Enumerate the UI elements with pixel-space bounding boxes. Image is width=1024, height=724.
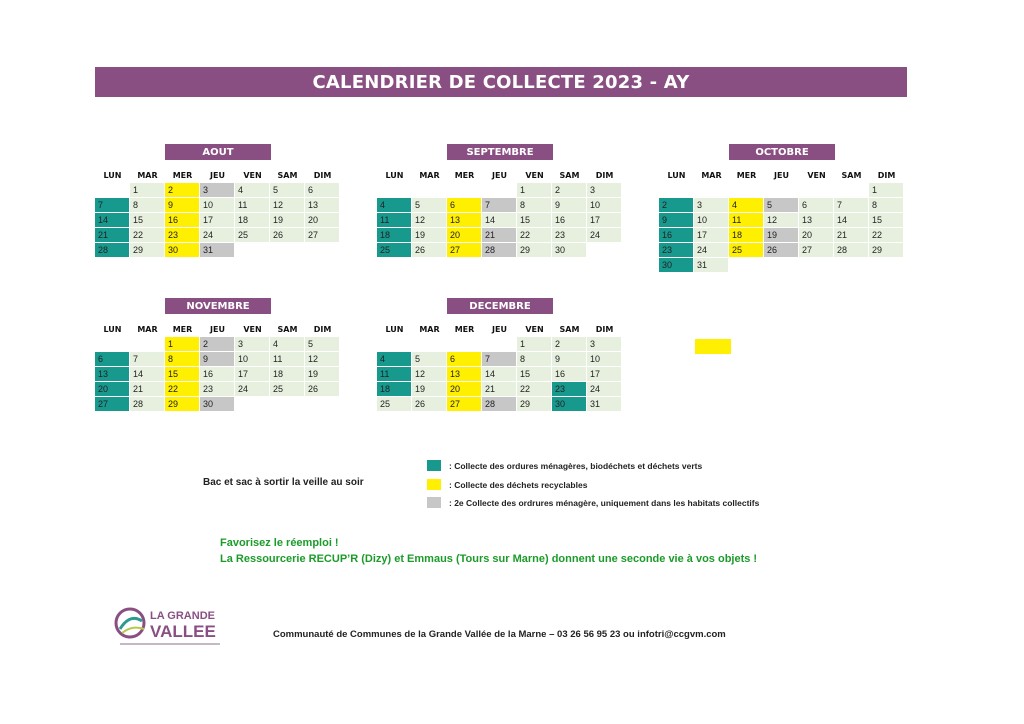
empty-cell — [412, 183, 447, 198]
day-cell: 3 — [694, 198, 729, 213]
day-cell: 21 — [482, 382, 517, 397]
day-cell: 8 — [165, 352, 200, 367]
day-cell: 22 — [517, 382, 552, 397]
legend-note: Bac et sac à sortir la veille au soir — [203, 477, 364, 488]
empty-cell — [834, 258, 869, 273]
day-cell: 17 — [235, 367, 270, 382]
day-cell: 14 — [482, 367, 517, 382]
day-cell: 23 — [200, 382, 235, 397]
day-cell: 20 — [799, 228, 834, 243]
day-cell: 14 — [482, 213, 517, 228]
empty-cell — [764, 183, 799, 198]
day-cell: 9 — [659, 213, 694, 228]
day-cell: 25 — [729, 243, 764, 258]
weekday-header: JEU — [492, 325, 507, 334]
day-cell: 12 — [270, 198, 305, 213]
day-cell: 15 — [517, 213, 552, 228]
day-cell: 27 — [305, 228, 340, 243]
day-cell: 4 — [377, 198, 412, 213]
empty-cell — [729, 258, 764, 273]
month-name: DECEMBRE — [447, 298, 553, 314]
day-cell: 15 — [869, 213, 904, 228]
day-cell: 2 — [200, 337, 235, 352]
day-cell: 27 — [95, 397, 130, 412]
day-cell: 10 — [200, 198, 235, 213]
day-cell: 27 — [799, 243, 834, 258]
weekday-header: MAR — [419, 171, 440, 180]
day-cell: 24 — [587, 228, 622, 243]
day-cell: 11 — [377, 213, 412, 228]
day-cell: 8 — [130, 198, 165, 213]
day-cell: 18 — [235, 213, 270, 228]
day-cell: 24 — [200, 228, 235, 243]
empty-cell — [482, 183, 517, 198]
day-cell: 22 — [165, 382, 200, 397]
day-cell: 26 — [305, 382, 340, 397]
legend-text: : 2e Collecte des ordrures ménagère, uniquement dans les habitats collectifs — [449, 497, 760, 508]
day-cell: 10 — [587, 352, 622, 367]
day-cell: 19 — [412, 228, 447, 243]
weekday-header: LUN — [385, 325, 404, 334]
weekday-header: JEU — [210, 325, 225, 334]
empty-cell — [95, 337, 130, 352]
weekday-header: SAM — [841, 171, 862, 180]
day-cell: 25 — [270, 382, 305, 397]
day-cell: 12 — [764, 213, 799, 228]
day-cell: 1 — [165, 337, 200, 352]
day-cell: 11 — [377, 367, 412, 382]
day-cell: 13 — [95, 367, 130, 382]
day-cell: 31 — [587, 397, 622, 412]
day-cell: 16 — [200, 367, 235, 382]
empty-cell — [412, 337, 447, 352]
day-cell: 6 — [305, 183, 340, 198]
month-grid — [95, 322, 340, 412]
empty-cell — [377, 183, 412, 198]
day-cell: 5 — [270, 183, 305, 198]
day-cell: 15 — [130, 213, 165, 228]
day-cell: 1 — [517, 183, 552, 198]
day-cell: 17 — [200, 213, 235, 228]
weekday-header: VEN — [807, 171, 826, 180]
day-cell: 27 — [447, 397, 482, 412]
yellow-marker — [695, 339, 731, 354]
day-cell: 11 — [235, 198, 270, 213]
day-cell: 29 — [517, 397, 552, 412]
empty-cell — [270, 397, 305, 412]
weekday-header: DIM — [313, 325, 332, 334]
day-cell: 19 — [305, 367, 340, 382]
day-cell: 10 — [587, 198, 622, 213]
empty-cell — [130, 337, 165, 352]
day-cell: 26 — [412, 243, 447, 258]
day-cell: 6 — [95, 352, 130, 367]
day-cell: 17 — [694, 228, 729, 243]
day-cell: 18 — [377, 228, 412, 243]
day-cell: 1 — [130, 183, 165, 198]
day-cell: 7 — [95, 198, 130, 213]
day-cell: 2 — [552, 183, 587, 198]
logo-text-line1: LA GRANDE — [150, 610, 215, 622]
weekday-header: MER — [172, 325, 193, 334]
day-cell: 9 — [200, 352, 235, 367]
weekday-header: SAM — [559, 325, 580, 334]
day-cell: 30 — [552, 243, 587, 258]
day-cell: 8 — [517, 352, 552, 367]
day-cell: 17 — [587, 367, 622, 382]
day-cell: 28 — [130, 397, 165, 412]
empty-cell — [799, 183, 834, 198]
day-cell: 4 — [377, 352, 412, 367]
day-cell: 21 — [482, 228, 517, 243]
day-cell: 16 — [165, 213, 200, 228]
weekday-header: MAR — [419, 325, 440, 334]
day-cell: 16 — [659, 228, 694, 243]
legend-swatch-yellow — [427, 479, 441, 490]
day-cell: 13 — [799, 213, 834, 228]
empty-cell — [659, 183, 694, 198]
day-cell: 30 — [552, 397, 587, 412]
day-cell: 4 — [729, 198, 764, 213]
day-cell: 21 — [834, 228, 869, 243]
weekday-header: JEU — [492, 171, 507, 180]
empty-cell — [799, 258, 834, 273]
empty-cell — [95, 183, 130, 198]
day-cell: 1 — [517, 337, 552, 352]
empty-cell — [305, 397, 340, 412]
weekday-header: LUN — [385, 171, 404, 180]
weekday-header: VEN — [525, 171, 544, 180]
day-cell: 10 — [235, 352, 270, 367]
day-cell: 26 — [764, 243, 799, 258]
day-cell: 18 — [270, 367, 305, 382]
day-cell: 24 — [587, 382, 622, 397]
day-cell: 31 — [200, 243, 235, 258]
day-cell: 3 — [200, 183, 235, 198]
day-cell: 15 — [165, 367, 200, 382]
month-grid — [377, 322, 622, 412]
day-cell: 21 — [130, 382, 165, 397]
day-cell: 7 — [482, 198, 517, 213]
day-cell: 24 — [235, 382, 270, 397]
day-cell: 22 — [130, 228, 165, 243]
weekday-header: VEN — [243, 325, 262, 334]
empty-cell — [482, 337, 517, 352]
day-cell: 20 — [95, 382, 130, 397]
day-cell: 5 — [764, 198, 799, 213]
day-cell: 26 — [270, 228, 305, 243]
month-grid — [95, 168, 340, 258]
month-grid — [659, 168, 904, 273]
empty-cell — [305, 243, 340, 258]
day-cell: 9 — [165, 198, 200, 213]
weekday-header: MAR — [137, 325, 158, 334]
legend-swatch-grey — [427, 497, 441, 508]
empty-cell — [235, 397, 270, 412]
weekday-header: MER — [454, 171, 475, 180]
weekday-header: DIM — [877, 171, 896, 180]
empty-cell — [694, 183, 729, 198]
weekday-header: MER — [736, 171, 757, 180]
legend-item-yellow — [427, 479, 587, 490]
day-cell: 12 — [412, 367, 447, 382]
day-cell: 30 — [200, 397, 235, 412]
logo-text-line2: VALLEE — [150, 622, 216, 641]
weekday-header: LUN — [667, 171, 686, 180]
weekday-header: SAM — [277, 171, 298, 180]
day-cell: 9 — [552, 198, 587, 213]
day-cell: 9 — [552, 352, 587, 367]
la-grande-vallee-logo — [112, 603, 227, 651]
day-cell: 19 — [764, 228, 799, 243]
weekday-header: MER — [454, 325, 475, 334]
weekday-header: DIM — [595, 325, 614, 334]
day-cell: 18 — [377, 382, 412, 397]
day-cell: 17 — [587, 213, 622, 228]
day-cell: 18 — [729, 228, 764, 243]
day-cell: 4 — [270, 337, 305, 352]
day-cell: 25 — [235, 228, 270, 243]
day-cell: 23 — [552, 382, 587, 397]
day-cell: 29 — [130, 243, 165, 258]
day-cell: 14 — [834, 213, 869, 228]
day-cell: 5 — [412, 198, 447, 213]
day-cell: 6 — [447, 352, 482, 367]
legend-item-teal — [427, 460, 702, 471]
weekday-header: DIM — [595, 171, 614, 180]
legend-text: : Collecte des ordures ménagères, biodéchets et déchets verts — [449, 460, 703, 471]
day-cell: 4 — [235, 183, 270, 198]
day-cell: 2 — [165, 183, 200, 198]
day-cell: 19 — [412, 382, 447, 397]
day-cell: 20 — [305, 213, 340, 228]
day-cell: 7 — [130, 352, 165, 367]
day-cell: 28 — [95, 243, 130, 258]
day-cell: 30 — [165, 243, 200, 258]
day-cell: 30 — [659, 258, 694, 273]
day-cell: 3 — [587, 183, 622, 198]
empty-cell — [377, 337, 412, 352]
month-name: OCTOBRE — [729, 144, 835, 160]
calendar-title: CALENDRIER DE COLLECTE 2023 - AY — [95, 67, 907, 97]
day-cell: 7 — [834, 198, 869, 213]
day-cell: 31 — [694, 258, 729, 273]
day-cell: 23 — [659, 243, 694, 258]
day-cell: 27 — [447, 243, 482, 258]
day-cell: 13 — [305, 198, 340, 213]
promo-line-2: La Ressourcerie RECUP’R (Dizy) et Emmaus (Tours sur Marne) donnent une seconde vie à vos objets ! — [220, 553, 758, 565]
day-cell: 20 — [447, 382, 482, 397]
day-cell: 3 — [235, 337, 270, 352]
day-cell: 12 — [412, 213, 447, 228]
empty-cell — [729, 183, 764, 198]
weekday-header: MAR — [137, 171, 158, 180]
day-cell: 15 — [517, 367, 552, 382]
day-cell: 5 — [412, 352, 447, 367]
promo-line-1: Favorisez le réemploi ! — [220, 537, 339, 549]
legend-text: : Collecte des déchets recyclables — [449, 479, 588, 490]
day-cell: 28 — [482, 397, 517, 412]
day-cell: 13 — [447, 367, 482, 382]
legend-swatch-teal — [427, 460, 441, 471]
month-name: AOUT — [165, 144, 271, 160]
day-cell: 12 — [305, 352, 340, 367]
day-cell: 23 — [552, 228, 587, 243]
empty-cell — [447, 337, 482, 352]
day-cell: 24 — [694, 243, 729, 258]
day-cell: 22 — [869, 228, 904, 243]
weekday-header: SAM — [559, 171, 580, 180]
weekday-header: JEU — [774, 171, 789, 180]
empty-cell — [235, 243, 270, 258]
day-cell: 8 — [869, 198, 904, 213]
day-cell: 28 — [482, 243, 517, 258]
day-cell: 6 — [799, 198, 834, 213]
empty-cell — [869, 258, 904, 273]
weekday-header: SAM — [277, 325, 298, 334]
day-cell: 14 — [95, 213, 130, 228]
weekday-header: VEN — [243, 171, 262, 180]
day-cell: 22 — [517, 228, 552, 243]
weekday-header: MAR — [701, 171, 722, 180]
day-cell: 25 — [377, 397, 412, 412]
empty-cell — [447, 183, 482, 198]
day-cell: 10 — [694, 213, 729, 228]
day-cell: 25 — [377, 243, 412, 258]
weekday-header: DIM — [313, 171, 332, 180]
month-name: NOVEMBRE — [165, 298, 271, 314]
day-cell: 8 — [517, 198, 552, 213]
day-cell: 29 — [517, 243, 552, 258]
day-cell: 11 — [270, 352, 305, 367]
day-cell: 7 — [482, 352, 517, 367]
footer-contact: Communauté de Communes de la Grande Vallée de la Marne – 03 26 56 95 23 ou infotri@ccgvm.com — [273, 629, 726, 640]
day-cell: 29 — [165, 397, 200, 412]
empty-cell — [834, 183, 869, 198]
day-cell: 21 — [95, 228, 130, 243]
empty-cell — [764, 258, 799, 273]
legend-item-grey — [427, 497, 759, 508]
day-cell: 23 — [165, 228, 200, 243]
day-cell: 29 — [869, 243, 904, 258]
month-grid — [377, 168, 622, 258]
day-cell: 6 — [447, 198, 482, 213]
day-cell: 26 — [412, 397, 447, 412]
day-cell: 5 — [305, 337, 340, 352]
day-cell: 1 — [869, 183, 904, 198]
weekday-header: VEN — [525, 325, 544, 334]
empty-cell — [270, 243, 305, 258]
weekday-header: JEU — [210, 171, 225, 180]
day-cell: 16 — [552, 213, 587, 228]
day-cell: 19 — [270, 213, 305, 228]
day-cell: 11 — [729, 213, 764, 228]
day-cell: 16 — [552, 367, 587, 382]
weekday-header: MER — [172, 171, 193, 180]
day-cell: 2 — [659, 198, 694, 213]
day-cell: 3 — [587, 337, 622, 352]
day-cell: 13 — [447, 213, 482, 228]
weekday-header: LUN — [103, 325, 122, 334]
day-cell: 2 — [552, 337, 587, 352]
day-cell: 14 — [130, 367, 165, 382]
month-name: SEPTEMBRE — [447, 144, 553, 160]
weekday-header: LUN — [103, 171, 122, 180]
day-cell: 20 — [447, 228, 482, 243]
empty-cell — [587, 243, 622, 258]
day-cell: 28 — [834, 243, 869, 258]
